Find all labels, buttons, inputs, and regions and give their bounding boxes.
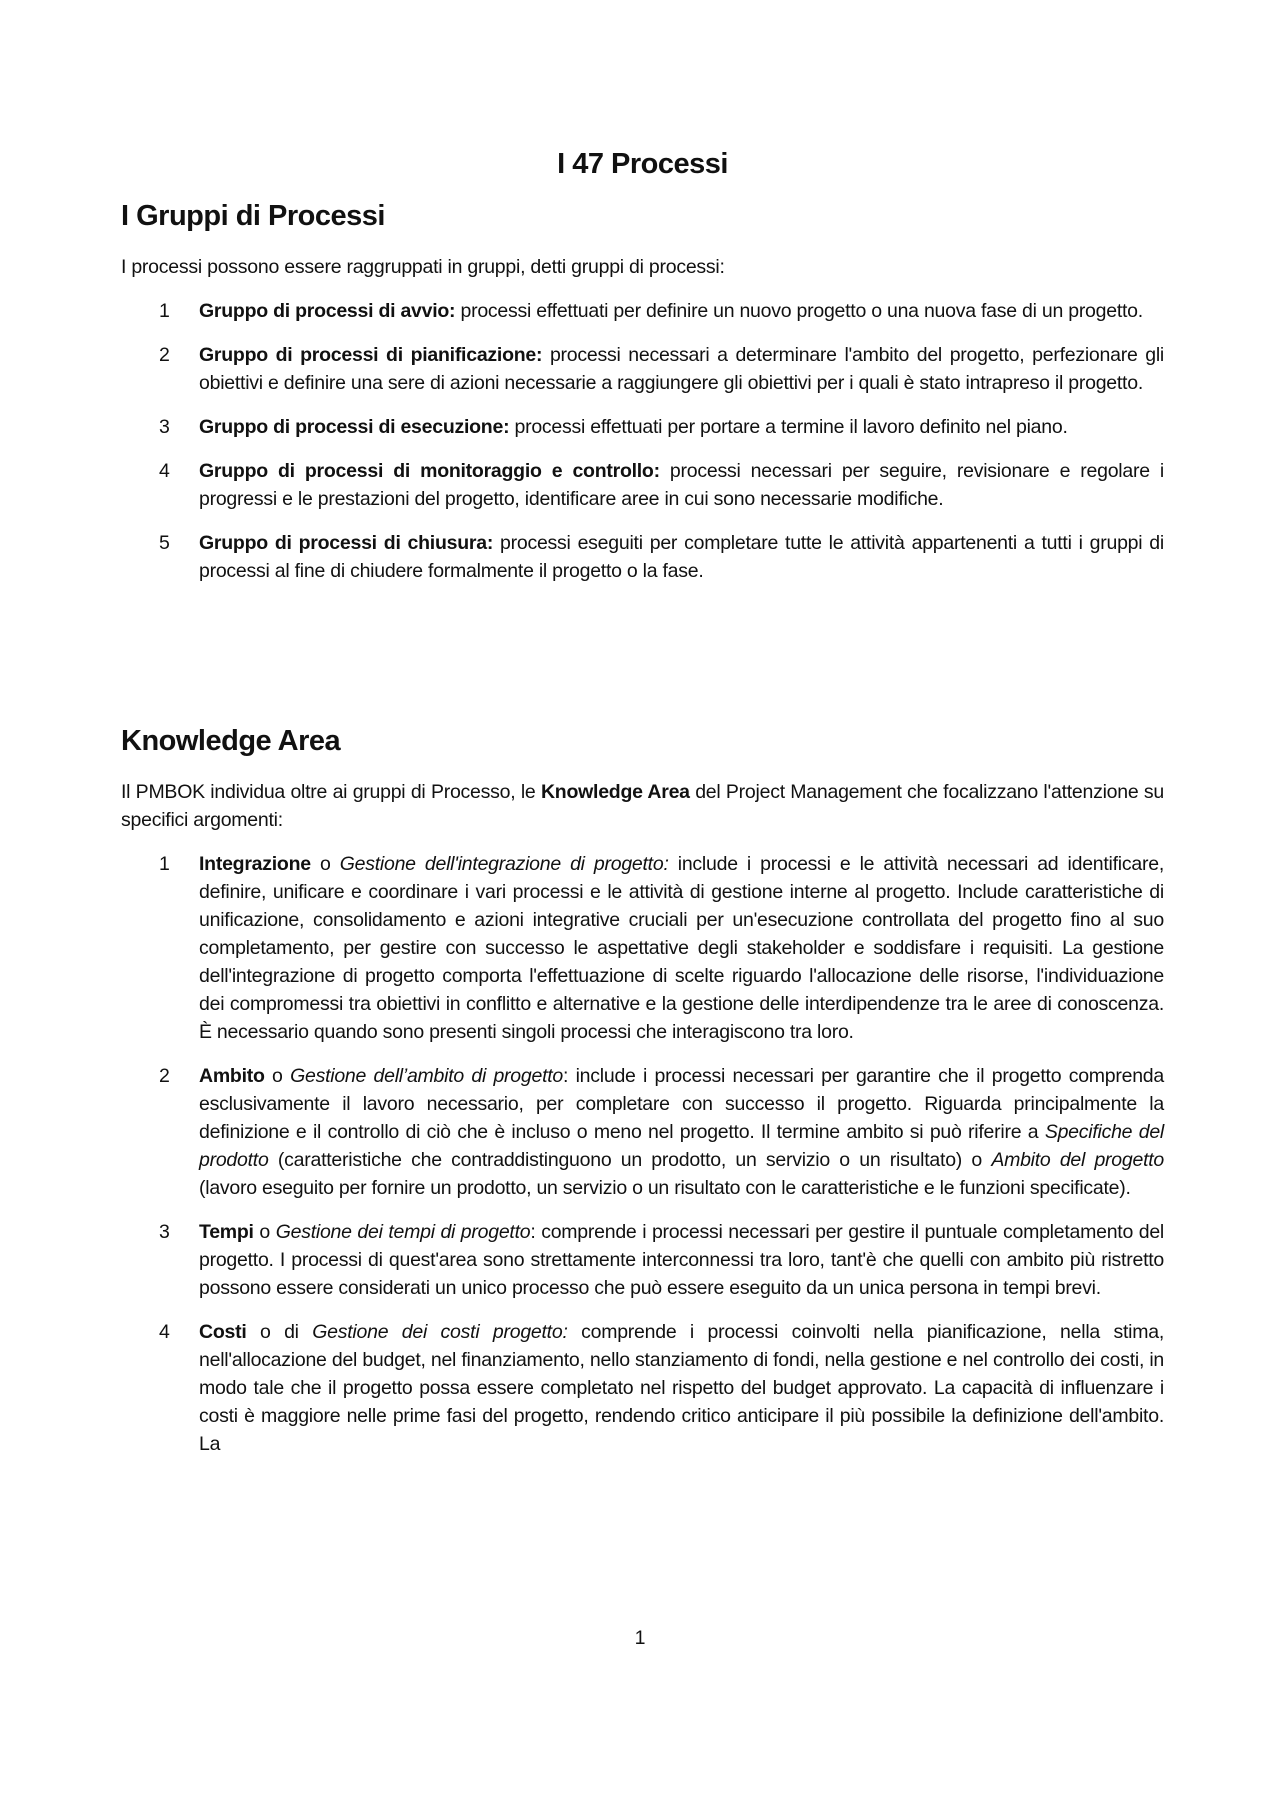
text: del Project Management che focalizzano l'attenzione su specifici argomenti: [121, 781, 1164, 831]
bold-text: Gruppo di processi di esecuzione: [199, 416, 510, 438]
text: processi necessari a determinare l'ambito del progetto, perfezionare gli obiettivi e definire una sere di azioni necessarie a raggiungere gli obiettivi per i quali è stato intrapreso il progetto. [199, 344, 1164, 394]
italic-text: Gestione dell'integrazione di progetto: [339, 853, 669, 875]
list-number: 2 [159, 344, 170, 366]
page-number: 1 [634, 1627, 646, 1649]
list-item [121, 1318, 1164, 1458]
bold-text: Ambito [199, 1065, 265, 1087]
text: processi eseguiti per completare tutte le attività appartenenti a tutti i gruppi di processi al fine di chiudere formalmente il progetto o la fase. [199, 532, 1164, 582]
section-intro: I processi possono essere raggruppati in gruppi, detti gruppi di processi: [121, 256, 725, 278]
text: processi necessari per seguire, revisionare e regolare i progressi e le prestazioni del progetto, identificare aree in cui sono necessarie modifiche. [199, 460, 1164, 510]
section-intro [121, 778, 1164, 834]
text: processi effettuati per portare a termine il lavoro definito nel piano. [509, 416, 1068, 438]
text: o [253, 1221, 276, 1243]
section-heading: I Gruppi di Processi [121, 200, 385, 232]
italic-text: Ambito del progetto [991, 1149, 1165, 1171]
italic-text: Gestione dei tempi di progetto [275, 1221, 531, 1243]
italic-text: Gestione dei costi progetto: [312, 1321, 568, 1343]
text: o [264, 1065, 291, 1087]
list-number: 3 [159, 1221, 170, 1243]
text: : include i processi necessari per garantire che il progetto comprenda esclusivamente il lavoro necessario, per completare con successo il progetto. Riguarda principalmente la definizione e il controllo di ciò che è incluso o meno nel progetto. Il termine ambito si può riferire a [199, 1065, 1164, 1143]
document-title: I 47 Processi [557, 148, 728, 180]
section-heading: Knowledge Area [121, 725, 341, 757]
knowledge-area-list [121, 850, 1164, 1458]
list-number: 5 [159, 532, 170, 554]
text: : comprende i processi necessari per gestire il puntuale completamento del progetto. I processi di quest'area sono strettamente interconnessi tra loro, tant'è che quelli con ambito più ristretto possono essere considerati un unico processo che può essere eseguito da un unica persona in tempi brevi. [199, 1221, 1165, 1299]
bold-text: Gruppo di processi di monitoraggio e controllo: [199, 460, 660, 482]
text: (lavoro eseguito per fornire un prodotto, un servizio o un risultato con le caratteristiche e le funzioni specificate). [199, 1177, 1131, 1199]
bold-text: Gruppo di processi di avvio: [199, 300, 456, 322]
process-groups-list [121, 297, 1164, 585]
bold-text: Gruppo di processi di chiusura: [199, 532, 494, 554]
list-number: 1 [159, 300, 170, 322]
list-number: 3 [159, 416, 170, 438]
text: comprende i processi coinvolti nella pianificazione, nella stima, nell'allocazione del budget, nel finanziamento, nello stanziamento di fondi, nella gestione e nel controllo dei costi, in modo tale che il progetto possa essere completato nel rispetto del budget approvato. La capacità di influenzare i costi è maggiore nelle prime fasi del progetto, rendendo critico anticipare il più possibile la definizione dell'ambito. La [199, 1321, 1164, 1455]
section-process-groups [121, 200, 1164, 601]
list-item [121, 850, 1164, 1046]
list-item [121, 1218, 1164, 1302]
list-item [121, 457, 1164, 513]
text: o di [246, 1321, 313, 1343]
list-item [121, 341, 1164, 397]
bold-text: Tempi [199, 1221, 254, 1243]
list-number: 2 [159, 1065, 170, 1087]
bold-text: Knowledge Area [540, 781, 690, 803]
section-knowledge-area [121, 725, 1164, 1474]
list-number: 4 [159, 460, 170, 482]
list-number: 4 [159, 1321, 170, 1343]
italic-text: Specifiche del prodotto [199, 1121, 1164, 1171]
bold-text: Costi [199, 1321, 247, 1343]
list-number: 1 [159, 853, 170, 875]
list-item [121, 413, 1164, 441]
bold-text: Gruppo di processi di pianificazione: [199, 344, 543, 366]
list-item [121, 1062, 1164, 1202]
text: processi effettuati per definire un nuovo progetto o una nuova fase di un progetto. [455, 300, 1143, 322]
text: Il PMBOK individua oltre ai gruppi di Processo, le [121, 781, 541, 803]
list-item [121, 297, 1164, 325]
text: o [310, 853, 340, 875]
list-item [121, 529, 1164, 585]
text: (caratteristiche che contraddistinguono un prodotto, un servizio o un risultato) o [268, 1149, 992, 1171]
text: include i processi e le attività necessari ad identificare, definire, unificare e coordinare i vari processi e le attività di gestione interne al progetto. Include caratteristiche di unificazione, consolidamento e azioni integrative cruciali per un'esecuzione controllata del progetto fino al suo completamento, per gestire con successo le aspettative degli stakeholder e soddisfare i requisiti. La gestione dell'integrazione di progetto comporta l'effettuazione di scelte riguardo l'allocazione delle risorse, l'individuazione dei compromessi tra obiettivi in conflitto e alternative e la gestione delle interdipendenze tra le aree di conoscenza. È necessario quando sono presenti singoli processi che interagiscono tra loro. [199, 853, 1164, 1043]
italic-text: Gestione dell’ambito di progetto [290, 1065, 564, 1087]
bold-text: Integrazione [199, 853, 311, 875]
